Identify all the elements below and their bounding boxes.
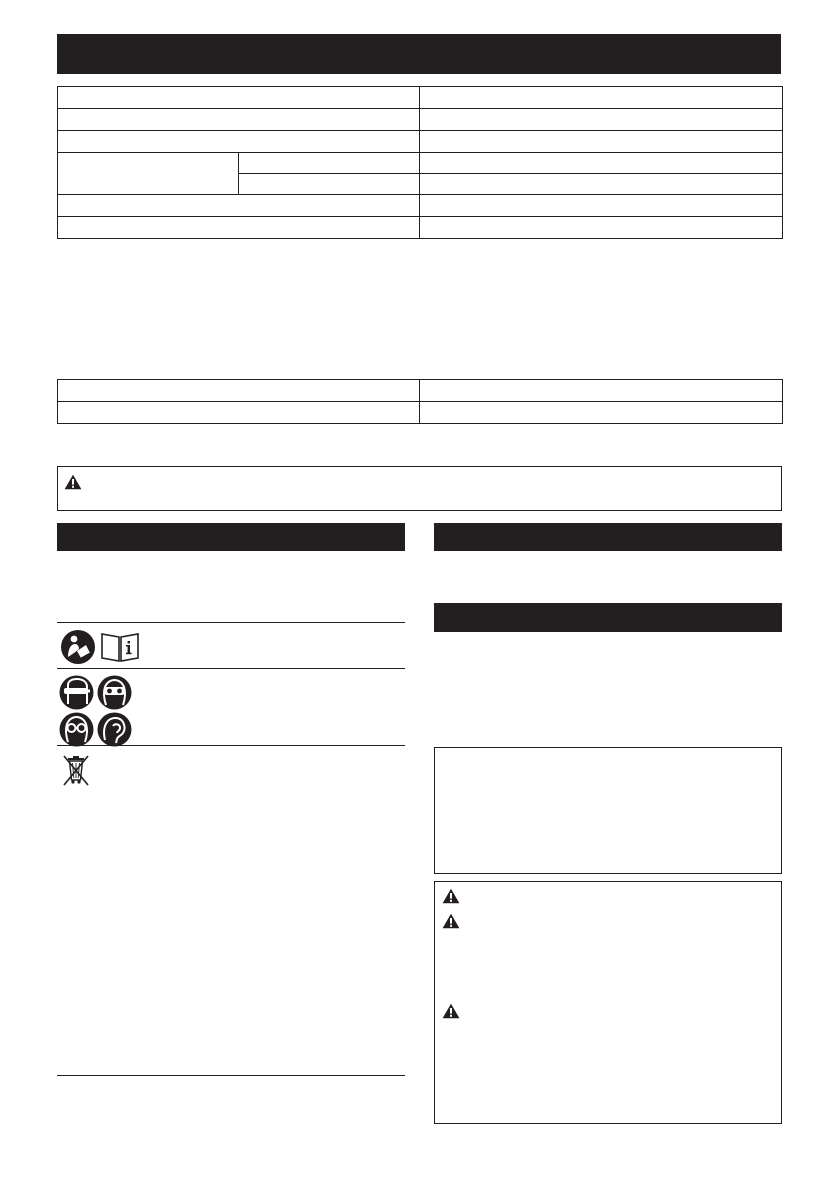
read-manual-icon [60, 629, 96, 665]
warning-box [57, 466, 782, 511]
specifications-table [57, 86, 783, 239]
table-row [58, 131, 783, 153]
table-row [58, 87, 783, 109]
divider [57, 668, 405, 669]
ear-protection-icon [97, 712, 132, 747]
table-cell-value [420, 109, 783, 131]
table-cell-value [420, 87, 783, 109]
table-cell-value [420, 131, 783, 153]
table-cell-label [58, 87, 420, 109]
warning-triangle-icon [64, 474, 82, 490]
divider [57, 1075, 405, 1076]
table-row [58, 217, 783, 239]
table-cell-group-label [58, 153, 239, 195]
warning-triangle-icon [442, 888, 460, 904]
table-row [58, 109, 783, 131]
warning-triangle-icon [442, 1003, 460, 1019]
table-cell-value [420, 195, 783, 217]
warning-box-vibration [434, 881, 782, 1124]
table-cell-label [58, 109, 420, 131]
battery-table [57, 379, 783, 424]
table-cell-label [58, 217, 420, 239]
table-cell-label [58, 380, 420, 402]
crossed-out-bin-icon [61, 753, 91, 787]
divider [57, 622, 405, 623]
eye-protection-icon [59, 675, 94, 710]
table-cell-label [58, 195, 420, 217]
table-cell-label [58, 131, 420, 153]
info-book-icon [100, 631, 140, 663]
table-row [58, 402, 783, 424]
table-cell-sublabel [239, 153, 420, 174]
note-box [434, 747, 782, 874]
table-row [58, 153, 783, 174]
table-cell-value [420, 380, 783, 402]
table-cell-value [420, 217, 783, 239]
table-cell-label [58, 402, 420, 424]
table-cell-value [420, 402, 783, 424]
table-row [58, 195, 783, 217]
header-banner [57, 34, 781, 74]
section-banner-intended-use [434, 523, 782, 551]
table-cell-value [420, 153, 783, 174]
warning-triangle-icon [442, 913, 460, 929]
face-shield-icon [59, 712, 94, 747]
table-row [58, 380, 783, 402]
table-cell-sublabel [239, 174, 420, 195]
table-cell-value [420, 174, 783, 195]
section-banner-noise [434, 603, 782, 632]
goggles-icon [97, 675, 132, 710]
section-banner-symbols [57, 523, 405, 551]
